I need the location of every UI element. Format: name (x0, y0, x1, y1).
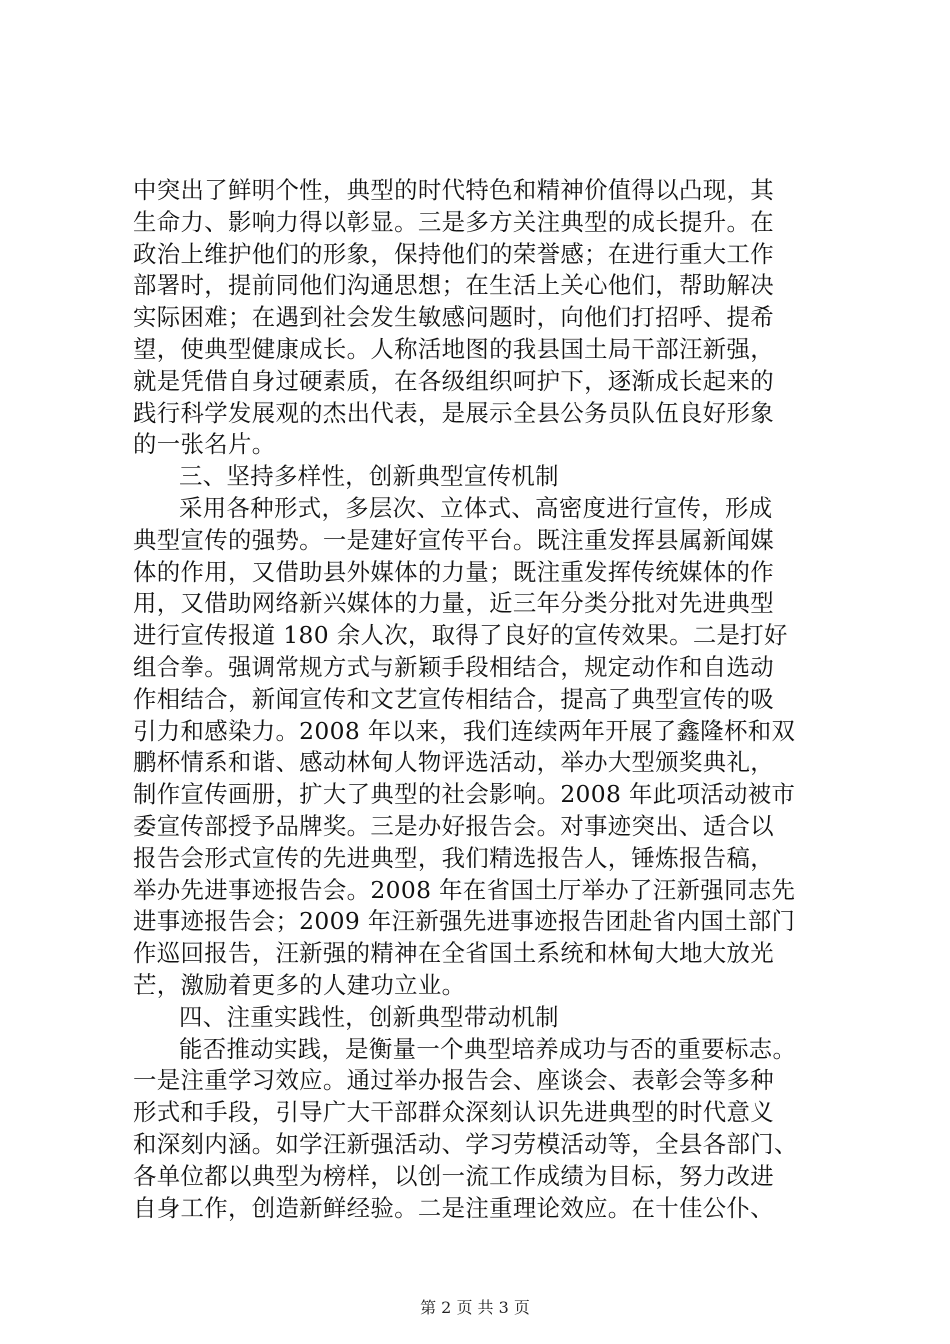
text-line: 芒，激励着更多的人建功立业。 (133, 970, 466, 999)
text-line: 用，又借助网络新兴媒体的力量，近三年分类分批对先进典型 (133, 589, 774, 618)
text-line: 三、坚持多样性，创新典型宣传机制 (179, 462, 559, 491)
text-line: 采用各种形式，多层次、立体式、高密度进行宣传，形成 (179, 493, 773, 522)
text-line: 进事迹报告会；2009 年汪新强先进事迹报告团赴省内国土部门 (133, 907, 796, 936)
text-line: 望，使典型健康成长。人称活地图的我县国土局干部汪新强， (133, 334, 774, 363)
text-line: 实际困难；在遇到社会发生敏感问题时，向他们打招呼、提希 (133, 303, 774, 332)
text-line: 政治上维护他们的形象，保持他们的荣誉感；在进行重大工作 (133, 239, 774, 268)
text-line: 体的作用，又借助县外媒体的力量；既注重发挥传统媒体的作 (133, 557, 774, 586)
text-line: 一是注重学习效应。通过举办报告会、座谈会、表彰会等多种 (133, 1066, 774, 1095)
text-line: 中突出了鲜明个性，典型的时代特色和精神价值得以凸现，其 (133, 176, 774, 204)
text-line: 形式和手段，引导广大干部群众深刻认识先进典型的时代意义 (133, 1098, 774, 1127)
text-line: 委宣传部授予品牌奖。三是办好报告会。对事迹突出、适合以 (133, 811, 774, 840)
text-line: 生命力、影响力得以彰显。三是多方关注典型的成长提升。在 (133, 207, 774, 236)
text-line: 引力和感染力。2008 年以来，我们连续两年开展了鑫隆杯和双 (133, 716, 796, 745)
text-line: 践行科学发展观的杰出代表，是展示全县公务员队伍良好形象 (133, 398, 774, 427)
text-line: 作相结合，新闻宣传和文艺宣传相结合，提高了典型宣传的吸 (133, 684, 774, 713)
text-line: 就是凭借自身过硬素质，在各级组织呵护下，逐渐成长起来的 (133, 366, 774, 395)
text-line: 能否推动实践，是衡量一个典型培养成功与否的重要标志。 (179, 1034, 797, 1063)
text-line: 典型宣传的强势。一是建好宣传平台。既注重发挥县属新闻媒 (133, 525, 774, 554)
text-line: 作巡回报告，汪新强的精神在全省国土系统和林甸大地大放光 (133, 939, 774, 968)
text-line: 进行宣传报道 180 余人次，取得了良好的宣传效果。二是打好 (133, 621, 788, 650)
document-body (133, 175, 853, 1224)
text-line: 鹏杯情系和谐、感动林甸人物评选活动，举办大型颁奖典礼， (133, 748, 774, 777)
text-line: 制作宣传画册，扩大了典型的社会影响。2008 年此项活动被市 (133, 780, 796, 809)
text-line: 组合拳。强调常规方式与新颖手段相结合，规定动作和自选动 (133, 652, 774, 681)
text-line: 自身工作，创造新鲜经验。二是注重理论效应。在十佳公仆、 (133, 1193, 774, 1222)
text-line: 报告会形式宣传的先进典型，我们精选报告人，锤炼报告稿， (133, 843, 774, 872)
text-line: 的一张名片。 (133, 430, 276, 459)
text-line: 举办先进事迹报告会。2008 年在省国土厅举办了汪新强同志先 (133, 875, 796, 904)
text-line: 和深刻内涵。如学汪新强活动、学习劳模活动等，全县各部门、 (133, 1129, 798, 1158)
text-line: 四、注重实践性，创新典型带动机制 (179, 1002, 559, 1031)
page-footer: 第 2 页 共 3 页 (420, 1298, 530, 1317)
text-line: 部署时，提前同他们沟通思想；在生活上关心他们，帮助解决 (133, 271, 774, 300)
text-line: 各单位都以典型为榜样，以创一流工作成绩为目标，努力改进 (133, 1161, 774, 1190)
